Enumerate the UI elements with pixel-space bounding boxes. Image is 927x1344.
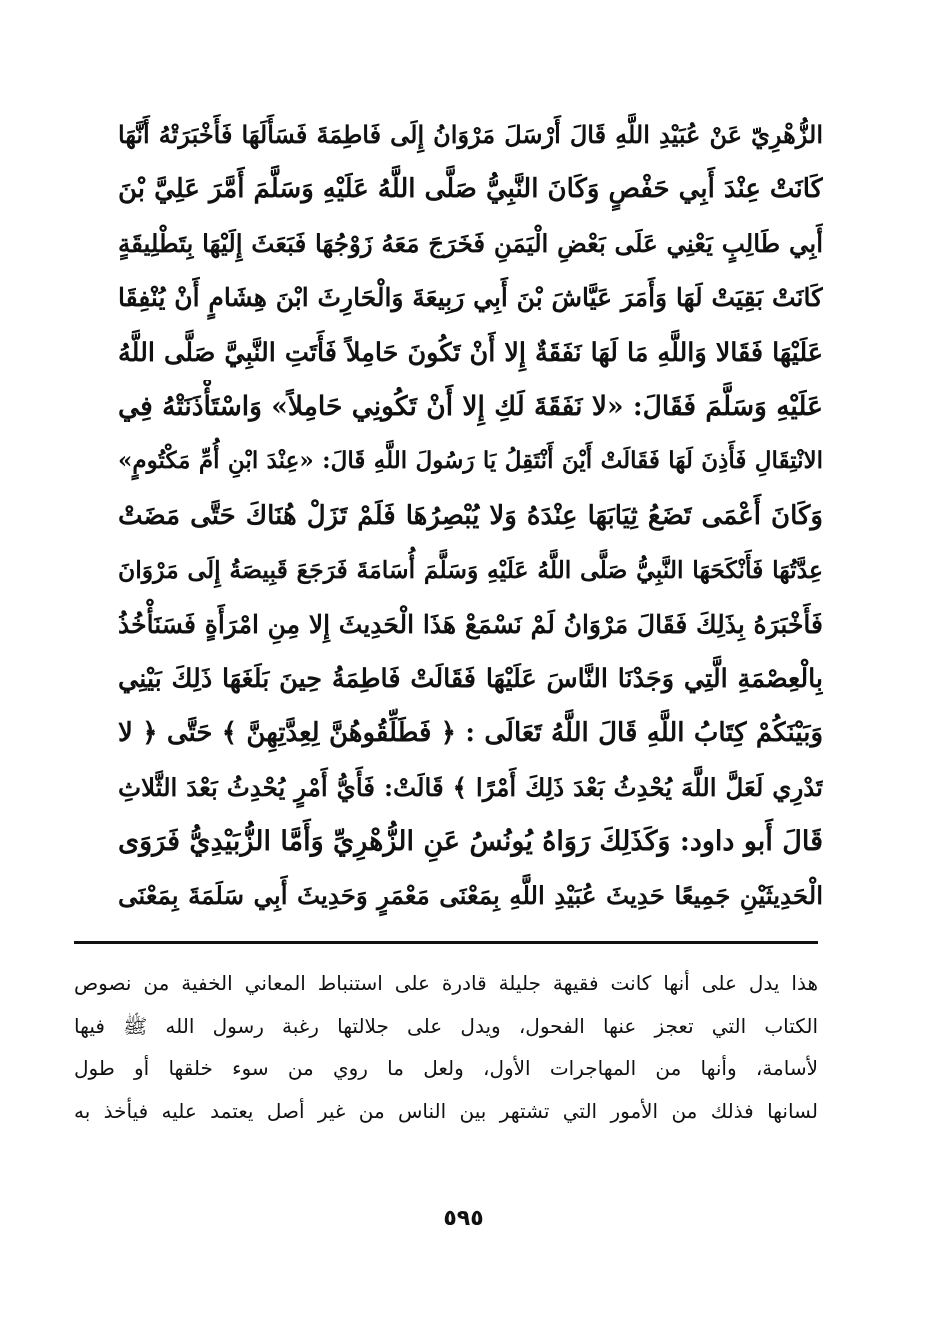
text-line: فَأَخْبَرَهُ بِذَلِكَ فَقَالَ مَرْوَانُ لَمْ نَسْمَعْ هَذَا الْحَدِيثَ إِلا مِنِ امْرَأَةٍ فَسَنَأْخُذُ [118,609,823,639]
text-line: الانْتِقَالِ فَأَذِنَ لَهَا فَقَالَتْ أَيْنَ أَنْتَقِلُ يَا رَسُولَ اللَّهِ قَالَ: «عِنْدَ ابْنِ أُمِّ مَكْتُومٍ» [118,447,823,475]
text-line: وَبَيْنَكُمْ كِتَابُ اللَّهِ قَالَ اللَّهُ تَعَالَى : ﴿ فَطَلِّقُوهُنَّ لِعِدَّتِهِنَّ ﴾ حَتَّى ﴿ لا [118,718,823,749]
text-line: الْحَدِيثَيْنِ جَمِيعًا حَدِيثَ عُبَيْدِ اللَّهِ بِمَعْنَى مَعْمَرٍ وَحَدِيثَ أَبِي سَلَمَةَ بِمَعْنَى [118,881,823,911]
footnote-separator [74,941,818,944]
text-line: كَانَتْ عِنْدَ أَبِي حَفْصٍ وَكَانَ النَّبِيُّ صَلَّى اللَّهُ عَلَيْهِ وَسَلَّمَ أَمَّرَ عَلِيَّ بْنَ [118,174,823,205]
text-line: عَلَيْهَا فَقَالا وَاللَّهِ مَا لَهَا نَفَقَةٌ إِلا أَنْ تَكُونَ حَامِلاً فَأَتَتِ النَّبِيَّ صَلَّى اللَّهُ [118,337,823,368]
page-number: ٥٩٥ [443,1206,484,1231]
text-line: بِالْعِصْمَةِ الَّتِي وَجَدْنَا النَّاسَ عَلَيْهَا فَقَالَتْ فَاطِمَةُ حِينَ بَلَغَهَا ذَلِكَ بَيْنِي [118,663,823,694]
footnote-line: لسانها فذلك من الأمور التي تشتهر بين الناس من غير أصل يعتمد عليه فيأخذ به [74,1098,818,1123]
footnote [74,962,818,1132]
text-line: تَدْرِي لَعَلَّ اللَّهَ يُحْدِثُ بَعْدَ ذَلِكَ أَمْرًا ﴾ قَالَتْ: فَأَيُّ أَمْرٍ يُحْدِثُ بَعْدَ الثَّلاثِ [118,772,823,802]
text-line: أَبِي طَالِبٍ يَعْنِي عَلَى بَعْضِ الْيَمَنِ فَخَرَجَ مَعَهُ زَوْجُهَا فَبَعَثَ إِلَيْهَا بِتَطْلِيقَةٍ [118,228,823,258]
text-line: قَالَ أَبو داود: وَكَذَلِكَ رَوَاهُ يُونُسُ عَنِ الزُّهْرِيِّ وَأَمَّا الزُّبَيْدِيُّ فَرَوَى [118,826,823,858]
footnote-line: لأسامة، وأنها من المهاجرات الأول، ولعل ما روي من سوء خلقها أو طول [74,1056,818,1080]
hadith-text-body [118,108,823,924]
footnote-line: هذا يدل على أنها كانت فقيهة جليلة قادرة على استنباط المعاني الخفية من نصوص [74,971,818,995]
footnote-line: الكتاب التي تعجز عنها الفحول، ويدل على جلالتها رغبة رسول الله ﷺ فيها [74,1013,818,1038]
text-line: الزُّهْرِيّ عَنْ عُبَيْدِ اللَّهِ قَالَ أَرْسَلَ مَرْوَانُ إِلَى فَاطِمَةَ فَسَأَلَهَا فَأَخْبَرَتْهُ أَنَّهَا [118,120,823,149]
text-line: وَكَانَ أَعْمَى تَضَعُ ثِيَابَهَا عِنْدَهُ وَلا يُبْصِرُهَا فَلَمْ تَزَلْ هُنَاكَ حَتَّى مَضَتْ [118,500,823,531]
text-line: عَلَيْهِ وَسَلَّمَ فَقَالَ: «لا نَفَقَةَ لَكِ إِلا أَنْ تَكُونِي حَامِلاً» وَاسْتَأْذَنَتْهُ فِي [118,390,823,422]
text-line: كَانَتْ بَقِيَتْ لَهَا وَأَمَرَ عَيَّاشَ بْنَ أَبِي رَبِيعَةَ وَالْحَارِثَ ابْنَ هِشَامٍ أَنْ يُنْفِقَا [118,283,823,313]
text-line: عِدَّتُهَا فَأَنْكَحَهَا النَّبِيُّ صَلَّى اللَّهُ عَلَيْهِ وَسَلَّمَ أُسَامَةَ فَرَجَعَ قَبِيصَةُ إِلَى مَرْوَانَ [118,556,823,585]
